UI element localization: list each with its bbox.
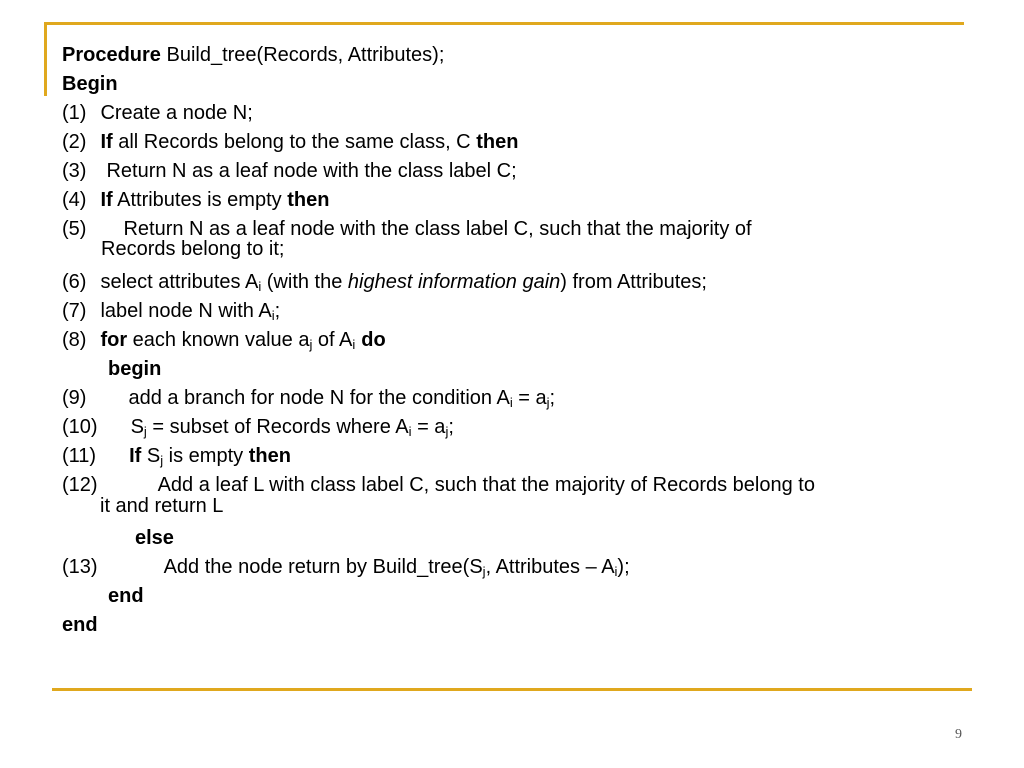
line-text: of A [312,329,353,351]
if-keyword: If [100,189,113,211]
end-keyword: end [62,614,98,636]
line-number: (11) [62,445,97,467]
line-text: each known value a [127,329,310,351]
line-number: (9) [62,387,87,409]
line-number: (7) [62,300,87,322]
line-text: ; [274,300,281,322]
if-keyword: If [100,131,113,153]
subscript: j [482,564,486,579]
code-line-8 [62,328,386,352]
line-text: S [141,445,161,467]
then-keyword: then [476,131,519,153]
line-text: is empty [163,445,249,467]
line-text: ) from Attributes; [560,271,707,293]
code-line-11 [62,444,291,468]
code-line-1 [62,101,253,125]
code-line-13 [62,555,630,579]
subscript: i [352,337,356,352]
code-line-3 [62,159,517,183]
subscript: i [614,564,618,579]
code-line-4 [62,188,329,212]
code-line-5-continuation [101,237,284,261]
line-number: (8) [62,329,87,351]
begin-line [62,72,118,96]
line-number: (1) [62,102,87,124]
else-keyword: else [135,527,174,549]
code-line-2 [62,130,518,154]
end-keyword: end [108,585,144,607]
line-text: Add the node return by Build_tree(S [163,556,483,578]
procedure-line [62,43,444,67]
top-rule [44,22,964,25]
code-line-9 [62,386,555,410]
line-text: Return N as a leaf node with the class label C, such that the majority of [123,218,752,240]
procedure-signature: Build_tree(Records, Attributes); [160,44,445,66]
line-text: add a branch for node N for the condition A [128,387,510,409]
line-text: = a [512,387,547,409]
line-text: ; [448,416,454,438]
subscript: i [408,424,412,439]
page-number: 9 [955,727,962,742]
code-line-7 [62,299,280,323]
line-text: ); [617,556,630,578]
then-keyword: then [248,445,291,467]
else-line [135,526,174,550]
line-text: select attributes A [100,271,259,293]
subscript: j [143,424,147,439]
inner-end-line [108,584,144,608]
line-number: (4) [62,189,87,211]
line-number: (10) [62,416,98,438]
line-number: (3) [62,160,87,182]
subscript: j [546,395,550,410]
emphasis-text: highest information gain [347,271,561,293]
line-text: ; [549,387,556,409]
bottom-rule [52,688,972,691]
line-text: Records belong to it; [101,238,285,260]
if-keyword: If [129,445,142,467]
line-text: , Attributes – A [485,556,615,578]
then-keyword: then [287,189,330,211]
do-keyword: do [361,329,386,351]
line-text: it and return L [100,495,224,517]
line-text: = subset of Records where A [146,416,409,438]
line-number: (6) [62,271,87,293]
subscript: j [160,453,164,468]
begin-keyword: begin [108,358,162,380]
line-text: Attributes is empty [112,189,288,211]
subscript: i [258,279,262,294]
subscript: j [309,337,313,352]
line-text: = a [411,416,446,438]
line-text: Return N as a leaf node with the class label C; [106,160,517,182]
left-rule [44,22,47,96]
inner-begin-line [108,357,161,381]
code-line-10 [62,415,454,439]
begin-keyword: Begin [62,73,118,95]
line-text: Create a node N; [100,102,253,124]
line-text: label node N with A [100,300,272,322]
line-text: S [130,416,144,438]
procedure-keyword: Procedure [62,44,161,66]
line-number: (2) [62,131,87,153]
for-keyword: for [100,329,128,351]
line-number: (12) [62,474,98,496]
line-text: Add a leaf L with class label C, such that the majority of Records belong to [157,474,815,496]
line-number: (13) [62,556,98,578]
code-line-6 [62,270,707,294]
line-text: (with the [261,271,348,293]
code-line-12-continuation [100,494,223,518]
outer-end-line [62,613,98,637]
subscript: i [509,395,513,410]
subscript: j [445,424,449,439]
line-number: (5) [62,218,87,240]
subscript: i [271,308,275,323]
line-text: all Records belong to the same class, C [112,131,477,153]
